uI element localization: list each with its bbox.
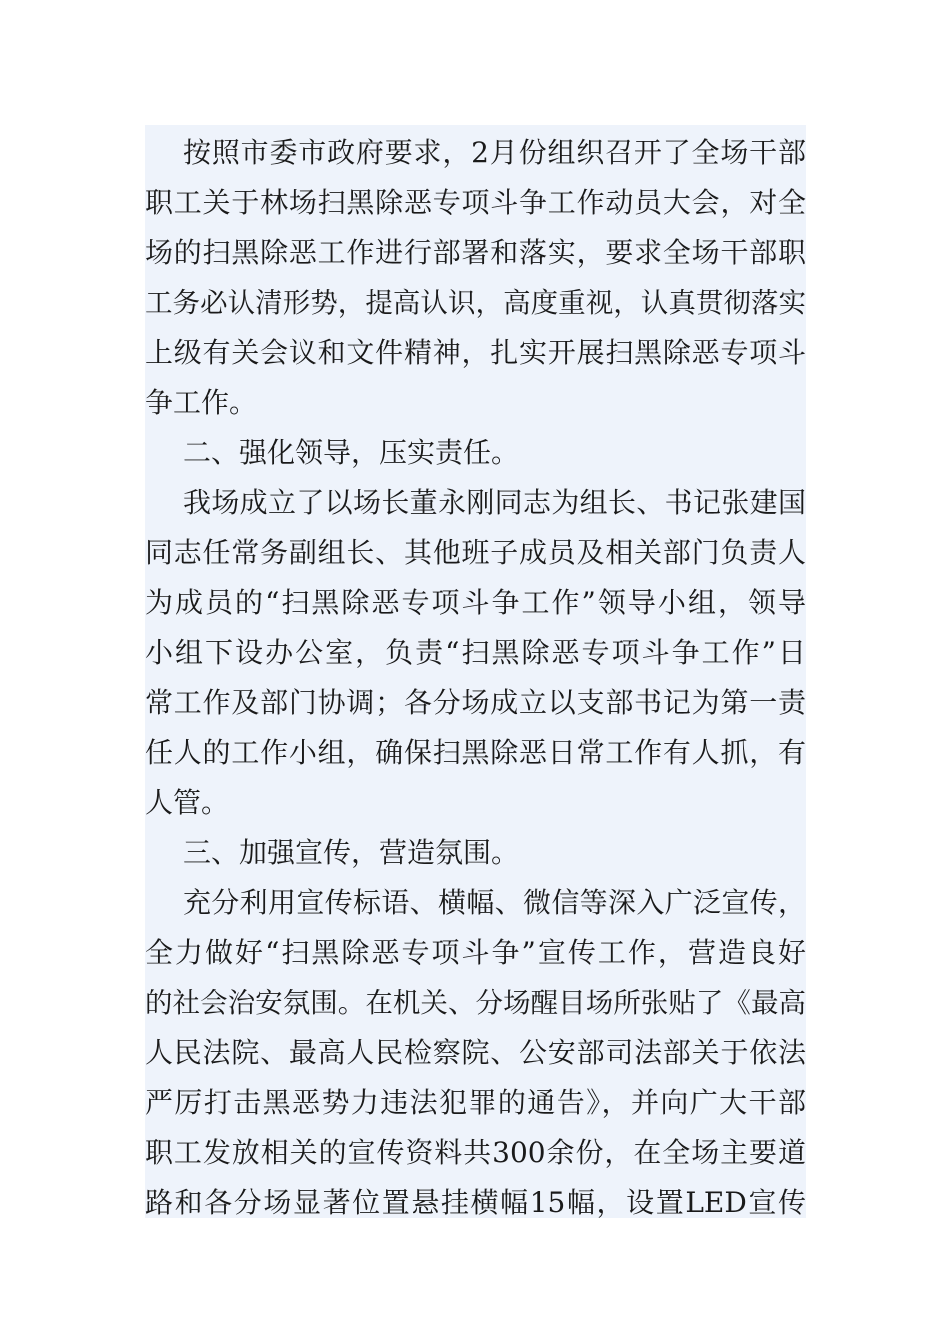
text-line: 场的扫黑除恶工作进行部署和落实，要求全场干部职: [145, 236, 806, 269]
text-line: 小组下设办公室，负责“扫黑除恶专项斗争工作”日: [145, 636, 806, 669]
text-line: 的社会治安氛围。在机关、分场醒目场所张贴了《最高: [145, 987, 806, 1019]
text-line: 工务必认清形势，提高认识，高度重视，认真贯彻落实: [145, 287, 806, 319]
text-line: 职工发放相关的宣传资料共300余份，在全场主要道: [145, 1136, 806, 1169]
text-line: 严厉打击黑恶势力违法犯罪的通告》，并向广大干部: [145, 1086, 806, 1119]
text-line: 为成员的“扫黑除恶专项斗争工作”领导小组，领导: [145, 586, 806, 619]
text-line: 二、强化领导，压实责任。: [183, 436, 520, 469]
highlighted-text-block: [145, 125, 806, 1218]
text-line: 同志任常务副组长、其他班子成员及相关部门负责人: [145, 536, 806, 569]
text-line: 路和各分场显著位置悬挂横幅15幅，设置LED宣传: [145, 1186, 806, 1219]
text-line: 我场成立了以场长董永刚同志为组长、书记张建国: [183, 486, 806, 519]
text-line: 按照市委市政府要求，2月份组织召开了全场干部: [183, 136, 806, 169]
text-line: 人管。: [145, 786, 230, 819]
text-line: 人民法院、最高人民检察院、公安部司法部关于依法: [145, 1036, 806, 1069]
text-line: 充分利用宣传标语、横幅、微信等深入广泛宣传，: [183, 886, 806, 919]
text-line: 上级有关会议和文件精神，扎实开展扫黑除恶专项斗: [145, 336, 806, 369]
text-line: 三、加强宣传，营造氛围。: [183, 836, 520, 869]
text-line: 全力做好“扫黑除恶专项斗争”宣传工作，营造良好: [145, 936, 806, 969]
text-line: 常工作及部门协调；各分场成立以支部书记为第一责: [145, 686, 806, 719]
text-line: 职工关于林场扫黑除恶专项斗争工作动员大会，对全: [145, 186, 806, 219]
text-line: 任人的工作小组，确保扫黑除恶日常工作有人抓，有: [145, 736, 806, 769]
text-line: 争工作。: [145, 386, 258, 419]
